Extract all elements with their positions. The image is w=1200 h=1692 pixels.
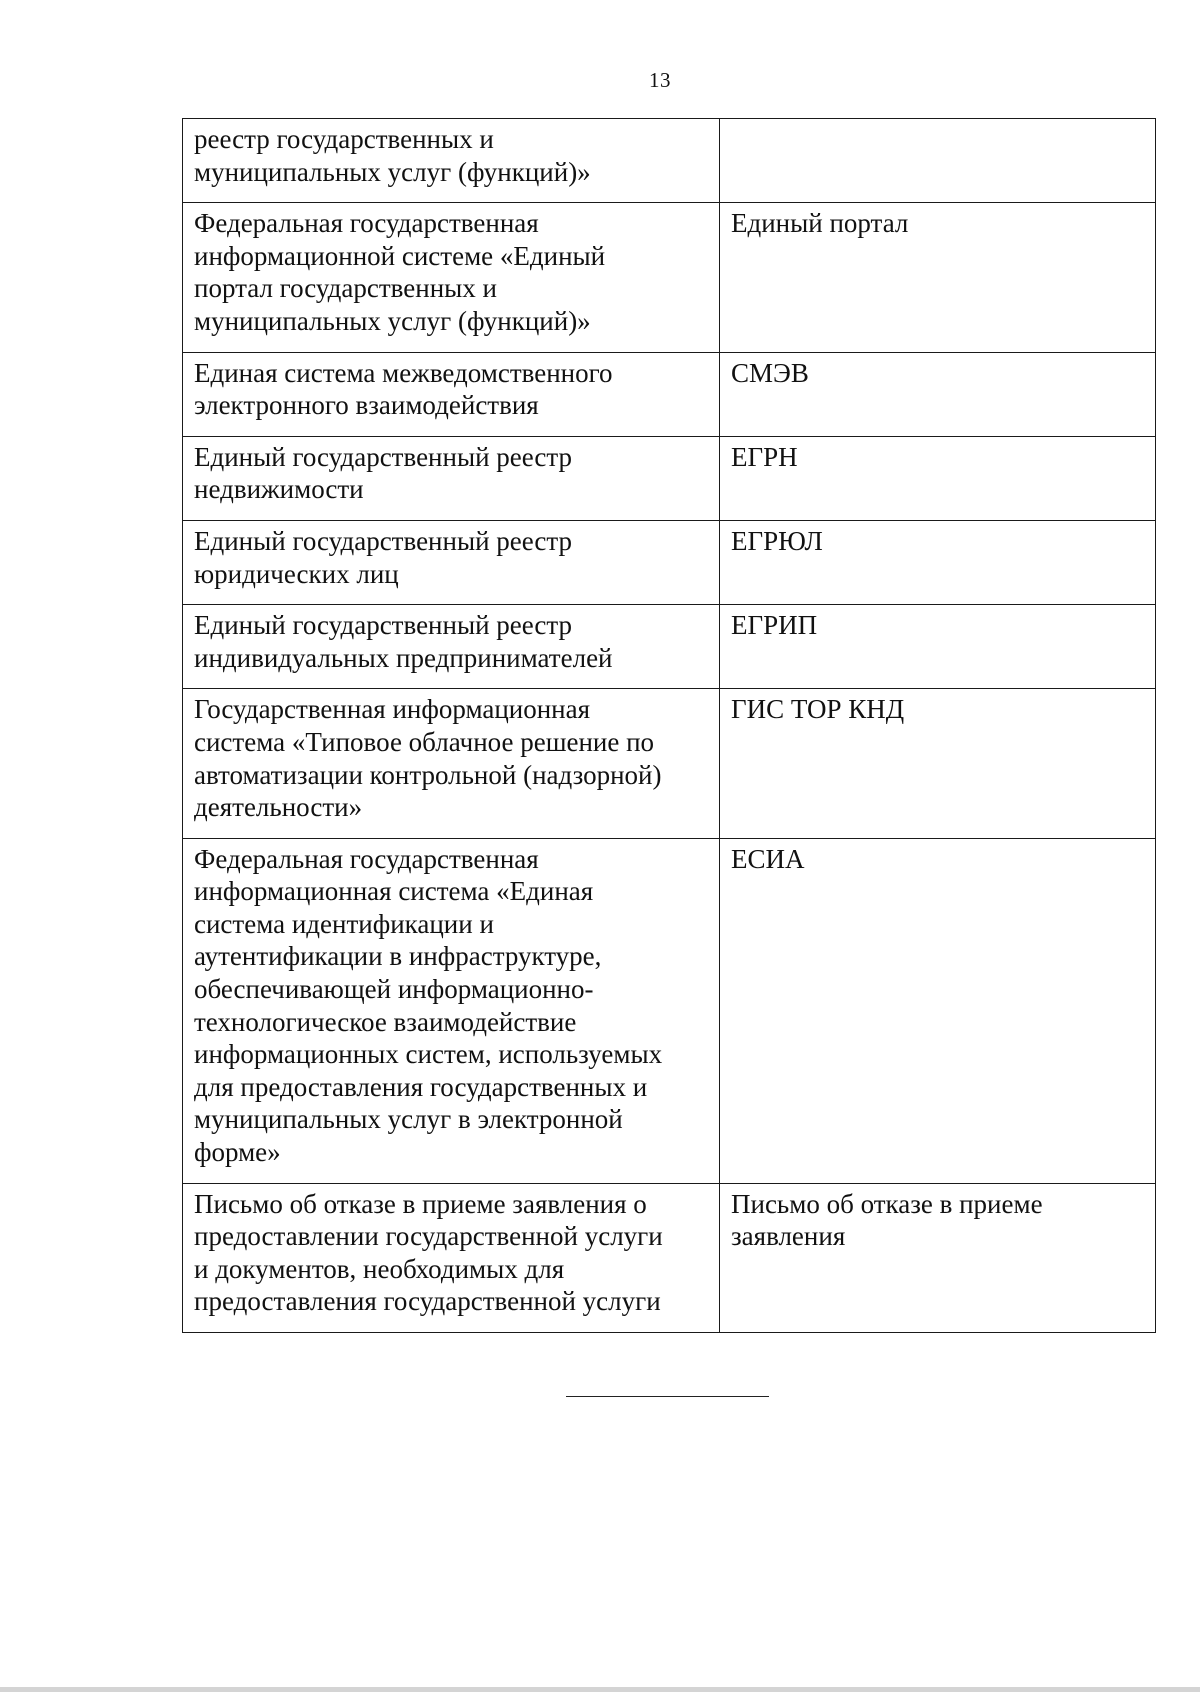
table-row [183, 838, 1156, 1183]
system-name-cell: Единый государственный реестр индивидуальных предпринимателей [183, 605, 720, 689]
table-row [183, 605, 1156, 689]
table-row [183, 119, 1156, 203]
abbreviation-cell: Единый портал [720, 203, 1156, 352]
system-name-cell: Единый государственный реестр юридических лиц [183, 520, 720, 604]
abbreviation-cell: ЕГРН [720, 436, 1156, 520]
table-row [183, 203, 1156, 352]
system-name-cell: Единый государственный реестр недвижимости [183, 436, 720, 520]
abbreviation-cell: Письмо об отказе в приеме заявления [720, 1183, 1156, 1332]
scan-bottom-edge [0, 1687, 1200, 1692]
abbreviations-table [182, 118, 1156, 1333]
abbreviation-cell: ЕСИА [720, 838, 1156, 1183]
abbreviation-cell: СМЭВ [720, 352, 1156, 436]
end-of-document-rule [566, 1396, 769, 1397]
table-row [183, 352, 1156, 436]
system-name-cell: Письмо об отказе в приеме заявления о предоставлении государственной услуги и документов, необходимых для предоставления государственной услуги [183, 1183, 720, 1332]
abbreviation-cell: ЕГРЮЛ [720, 520, 1156, 604]
system-name-cell: реестр государственных и муниципальных услуг (функций)» [183, 119, 720, 203]
table-row [183, 689, 1156, 838]
table-row [183, 1183, 1156, 1332]
system-name-cell: Федеральная государственная информационная система «Единая система идентификации и аутентификации в инфраструктуре, обеспечивающей информационно- технологическое взаимодействие информационных систем, используемых для предоставления государственных и муниципальных услуг в электронной форме» [183, 838, 720, 1183]
abbreviation-cell [720, 119, 1156, 203]
system-name-cell: Федеральная государственная информационной системе «Единый портал государственных и муниципальных услуг (функций)» [183, 203, 720, 352]
system-name-cell: Единая система межведомственного электронного взаимодействия [183, 352, 720, 436]
system-name-cell: Государственная информационная система «Типовое облачное решение по автоматизации контрольной (надзорной) деятельности» [183, 689, 720, 838]
table-row [183, 436, 1156, 520]
page-number: 13 [649, 68, 671, 92]
table-row [183, 520, 1156, 604]
abbreviation-cell: ЕГРИП [720, 605, 1156, 689]
abbreviation-cell: ГИС ТОР КНД [720, 689, 1156, 838]
